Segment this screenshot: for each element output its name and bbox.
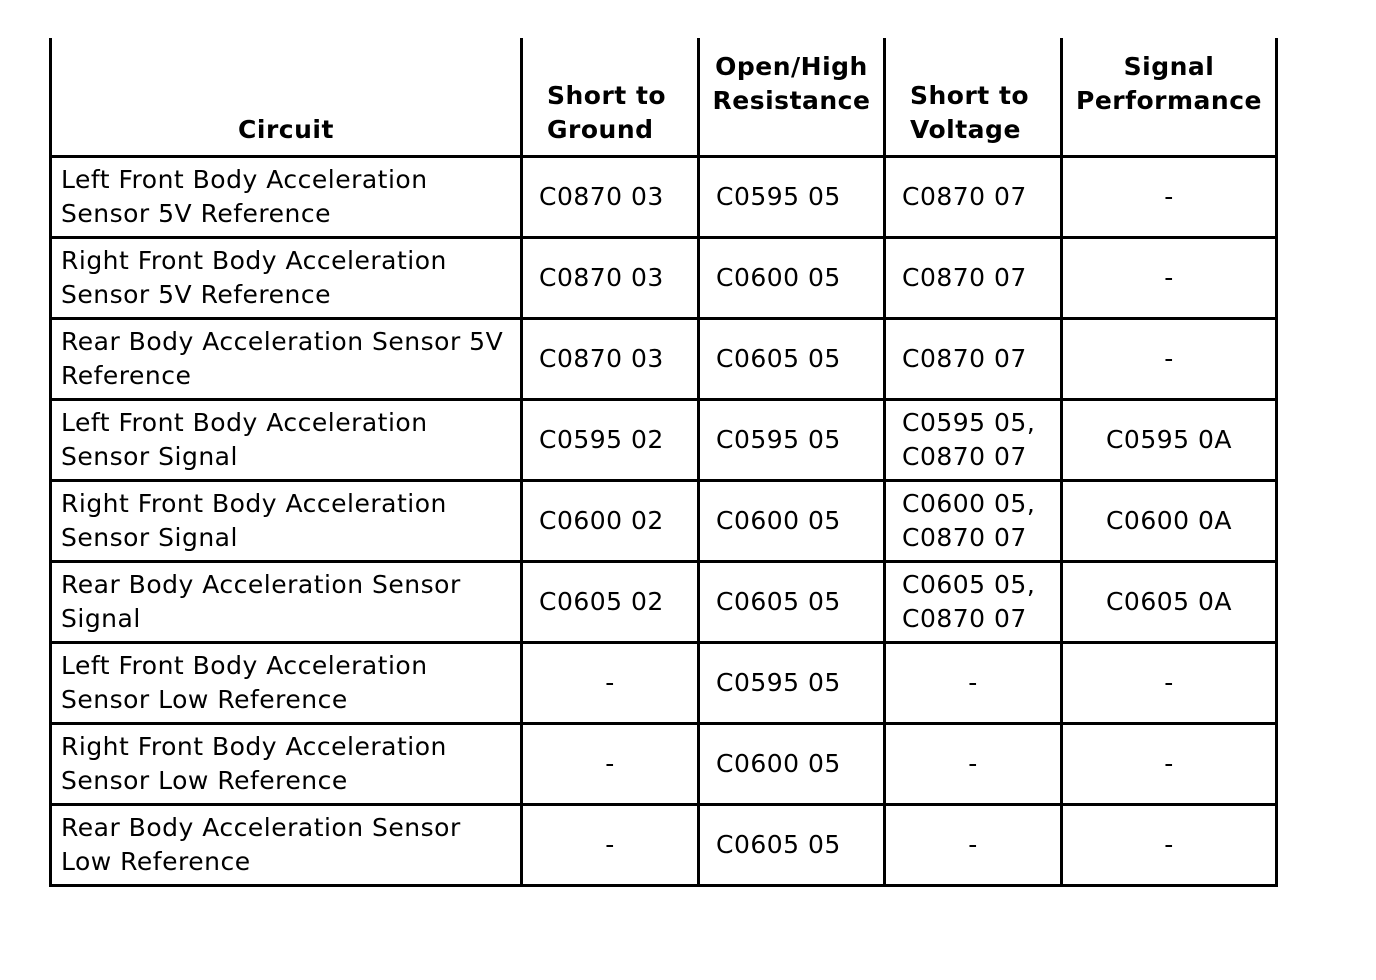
- header-row: [51, 38, 1277, 156]
- open-high-resistance-cell: C0595 05: [699, 399, 885, 480]
- short-to-ground-cell: C0605 02: [522, 561, 699, 642]
- dtc-table: [49, 38, 1278, 887]
- signal-performance-cell: -: [1062, 318, 1277, 399]
- table-row: [51, 723, 1277, 804]
- open-high-resistance-cell: C0605 05: [699, 561, 885, 642]
- open-high-resistance-cell: C0600 05: [699, 723, 885, 804]
- header-short-to-voltage: Short to Voltage: [885, 38, 1062, 156]
- short-to-ground-cell: C0870 03: [522, 318, 699, 399]
- short-to-voltage-cell: C0600 05, C0870 07: [885, 480, 1062, 561]
- open-high-resistance-cell: C0600 05: [699, 237, 885, 318]
- circuit-cell: Rear Body Acceleration Sensor 5V Reference: [51, 318, 522, 399]
- short-to-ground-cell: -: [522, 804, 699, 885]
- short-to-voltage-cell: -: [885, 804, 1062, 885]
- short-to-ground-cell: -: [522, 642, 699, 723]
- table-row: [51, 156, 1277, 237]
- header-signal-performance: Signal Performance: [1062, 38, 1277, 156]
- short-to-voltage-cell: C0870 07: [885, 318, 1062, 399]
- circuit-cell: Left Front Body Acceleration Sensor 5V Reference: [51, 156, 522, 237]
- table-row: [51, 399, 1277, 480]
- table-row: [51, 804, 1277, 885]
- signal-performance-cell: -: [1062, 642, 1277, 723]
- signal-performance-cell: C0595 0A: [1062, 399, 1277, 480]
- table-header: [51, 38, 1277, 156]
- header-short-to-ground: Short to Ground: [522, 38, 699, 156]
- table-row: [51, 561, 1277, 642]
- open-high-resistance-cell: C0595 05: [699, 156, 885, 237]
- short-to-ground-cell: C0595 02: [522, 399, 699, 480]
- table-body: [51, 156, 1277, 885]
- short-to-ground-cell: C0870 03: [522, 156, 699, 237]
- circuit-cell: Right Front Body Acceleration Sensor Low Reference: [51, 723, 522, 804]
- table-row: [51, 642, 1277, 723]
- table-row: [51, 237, 1277, 318]
- short-to-voltage-cell: -: [885, 723, 1062, 804]
- signal-performance-cell: C0605 0A: [1062, 561, 1277, 642]
- short-to-voltage-cell: -: [885, 642, 1062, 723]
- short-to-ground-cell: -: [522, 723, 699, 804]
- header-circuit: Circuit: [51, 38, 522, 156]
- signal-performance-cell: -: [1062, 804, 1277, 885]
- open-high-resistance-cell: C0600 05: [699, 480, 885, 561]
- short-to-voltage-cell: C0870 07: [885, 237, 1062, 318]
- short-to-ground-cell: C0870 03: [522, 237, 699, 318]
- short-to-voltage-cell: C0870 07: [885, 156, 1062, 237]
- signal-performance-cell: -: [1062, 237, 1277, 318]
- circuit-cell: Rear Body Acceleration Sensor Low Reference: [51, 804, 522, 885]
- short-to-ground-cell: C0600 02: [522, 480, 699, 561]
- circuit-cell: Right Front Body Acceleration Sensor 5V Reference: [51, 237, 522, 318]
- table-row: [51, 480, 1277, 561]
- signal-performance-cell: -: [1062, 156, 1277, 237]
- signal-performance-cell: C0600 0A: [1062, 480, 1277, 561]
- circuit-cell: Left Front Body Acceleration Sensor Signal: [51, 399, 522, 480]
- open-high-resistance-cell: C0595 05: [699, 642, 885, 723]
- table-row: [51, 318, 1277, 399]
- open-high-resistance-cell: C0605 05: [699, 318, 885, 399]
- short-to-voltage-cell: C0595 05, C0870 07: [885, 399, 1062, 480]
- open-high-resistance-cell: C0605 05: [699, 804, 885, 885]
- header-open-high-resistance: Open/High Resistance: [699, 38, 885, 156]
- signal-performance-cell: -: [1062, 723, 1277, 804]
- short-to-voltage-cell: C0605 05, C0870 07: [885, 561, 1062, 642]
- circuit-cell: Left Front Body Acceleration Sensor Low Reference: [51, 642, 522, 723]
- circuit-cell: Right Front Body Acceleration Sensor Signal: [51, 480, 522, 561]
- circuit-cell: Rear Body Acceleration Sensor Signal: [51, 561, 522, 642]
